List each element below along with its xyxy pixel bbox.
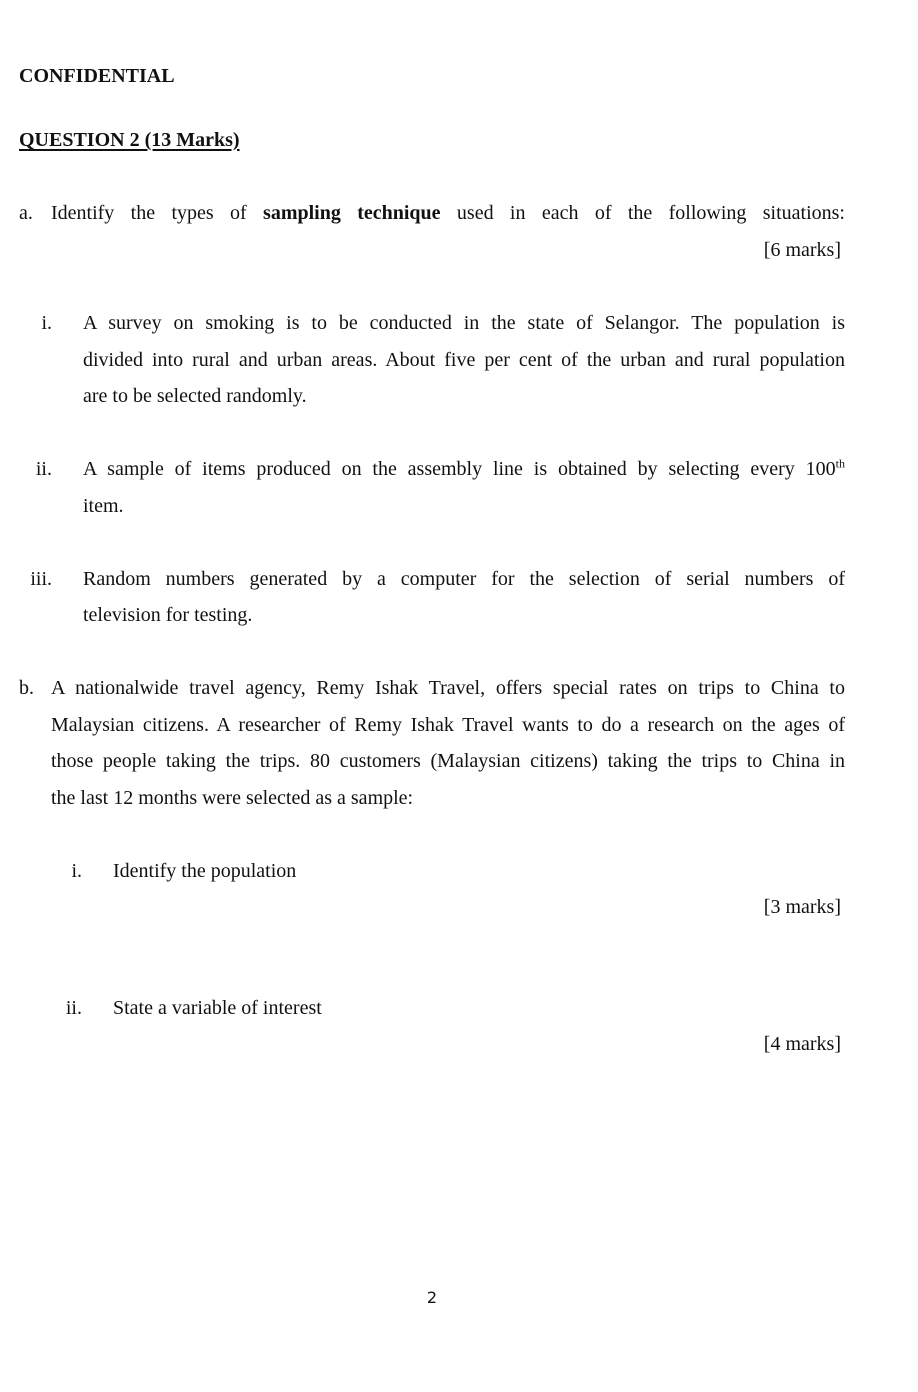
part-a-item-iii-line-1: Random numbers generated by a computer for the selection of serial numbers of [83,568,845,590]
part-a-prompt-after: used in each of the following situations: [456,202,845,224]
part-a-item-ii-text: A sample of items produced on the assembly line is obtained by selecting every 100 [83,458,836,480]
part-a-item-ii-line-1 [83,457,845,481]
part-b-line-2: Malaysian citizens. A researcher of Remy Ishak Travel wants to do a research on the ages of [51,714,845,736]
part-b-item-i-text: Identify the population [113,860,297,882]
page-number: 2 [426,1288,438,1307]
part-b-item-i-label: i. [71,860,82,882]
question-title [19,128,240,152]
part-a-item-iii-line-2: television for testing. [83,604,253,626]
question-title-text: QUESTION 2 (13 Marks) [19,129,240,151]
part-b-item-i-marks: [3 marks] [763,896,841,918]
part-a-prompt-before: Identify the types of [51,202,247,224]
part-a-item-ii-line-2: item. [83,495,124,517]
part-a-item-iii-label: iii. [30,568,52,590]
part-a-item-i-line-2: divided into rural and urban areas. About five per cent of the urban and rural population [83,349,845,371]
part-a-item-ii-sup: th [835,456,845,471]
part-a-item-i-line-1: A survey on smoking is to be conducted in the state of Selangor. The population is [83,312,845,334]
part-b-line-4: the last 12 months were selected as a sample: [51,787,414,809]
part-a-item-ii-label: ii. [35,458,52,480]
part-a-prompt [51,201,845,225]
part-a-label: a. [19,202,33,224]
part-a-item-i-line-3: are to be selected randomly. [83,385,307,407]
part-b-label: b. [19,677,34,699]
part-b-item-ii-label: ii. [65,997,82,1019]
part-b-line-1: A nationalwide travel agency, Remy Ishak Travel, offers special rates on trips to China to [51,677,845,699]
part-a-marks: [6 marks] [763,239,841,261]
part-b-item-ii-marks: [4 marks] [763,1033,841,1055]
part-b-line-3: those people taking the trips. 80 customers (Malaysian citizens) taking the trips to China in [51,750,845,772]
part-a-prompt-bold: sampling technique [263,202,441,224]
part-b-item-ii-text: State a variable of interest [113,997,322,1019]
confidential-label: CONFIDENTIAL [19,65,175,87]
part-a-item-i-label: i. [41,312,52,334]
